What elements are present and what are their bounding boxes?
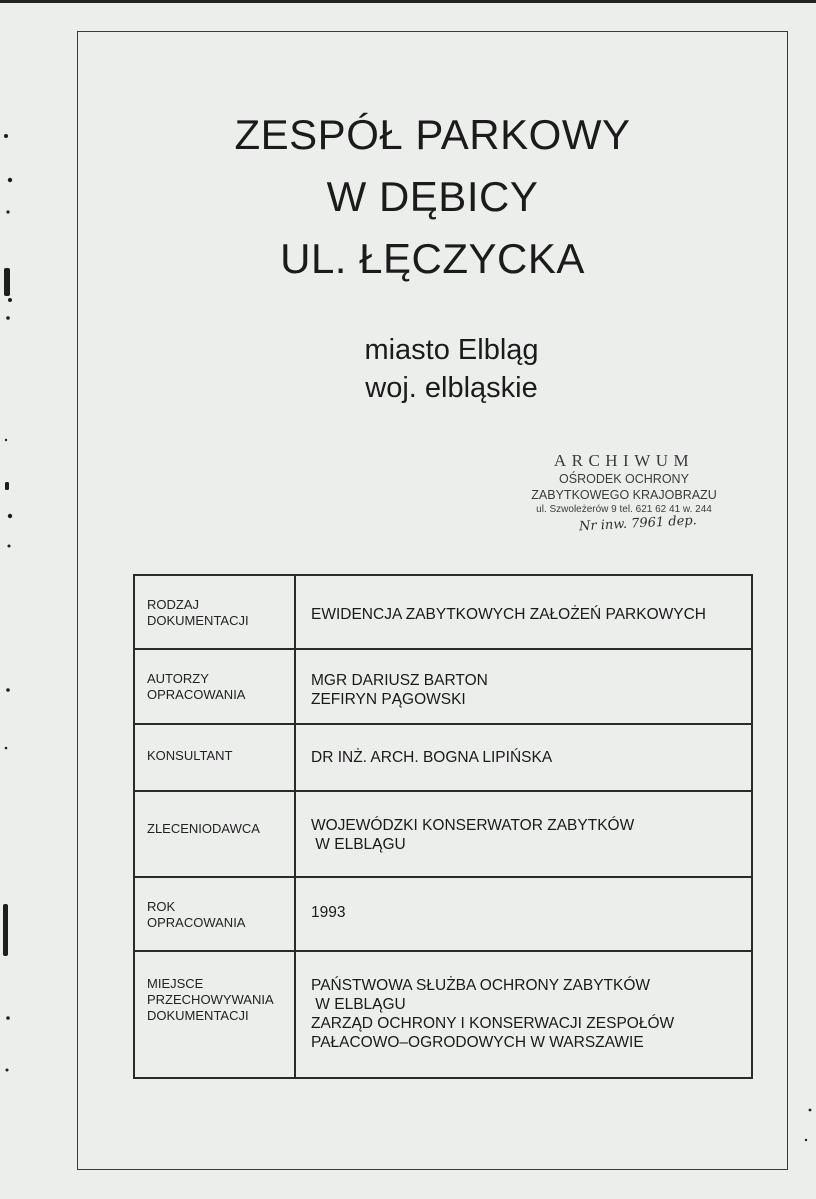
row-label-authors: AUTORZY OPRACOWANIA (134, 649, 295, 724)
row-value-year: 1993 (295, 877, 752, 951)
table-row (134, 791, 752, 877)
row-value-document-type: EWIDENCJA ZABYTKOWYCH ZAŁOŻEŃ PARKOWYCH (295, 575, 752, 649)
stamp-line-2: ZABYTKOWEGO KRAJOBRAZU (531, 488, 717, 502)
table-row (134, 575, 752, 649)
scan-top-edge (0, 0, 816, 3)
row-label-consultant: KONSULTANT (134, 724, 295, 791)
stamp-handwritten-inventory-number: Nr inw. 7961 dep. (578, 513, 698, 535)
archive-stamp (510, 451, 738, 533)
stamp-address: ul. Szwoleżerów 9 tel. 621 62 41 w. 244 (536, 504, 712, 515)
document-subtitle (77, 331, 788, 407)
subtitle-city: miasto Elbląg (364, 334, 539, 366)
title-line-3: UL. ŁĘCZYCKA (280, 235, 585, 282)
stamp-heading: ARCHIWUM (553, 451, 695, 470)
row-label-client: ZLECENIODAWCA (134, 791, 295, 877)
document-info-table (133, 574, 753, 1079)
row-value-authors: MGR DARIUSZ BARTON ZEFIRYN PĄGOWSKI (295, 649, 752, 724)
row-label-document-type: RODZAJ DOKUMENTACJI (134, 575, 295, 649)
document-title (77, 104, 788, 290)
table-row (134, 877, 752, 951)
row-value-consultant: DR INŻ. ARCH. BOGNA LIPIŃSKA (295, 724, 752, 791)
row-value-storage-location: PAŃSTWOWA SŁUŻBA OCHRONY ZABYTKÓW W ELBLĄGU ZARZĄD OCHRONY I KONSERWACJI ZESPOŁÓW PAŁACOWO–OGRODOWYCH W WARSZAWIE (295, 951, 752, 1078)
row-label-year: ROK OPRACOWANIA (134, 877, 295, 951)
stamp-line-1: OŚRODEK OCHRONY (559, 472, 689, 486)
table-row (134, 724, 752, 791)
row-label-storage-location: MIEJSCE PRZECHOWYWANIA DOKUMENTACJI (134, 951, 295, 1078)
title-line-1: ZESPÓŁ PARKOWY (234, 111, 631, 158)
subtitle-voivodeship: woj. elbląskie (365, 372, 538, 404)
table-row (134, 649, 752, 724)
row-value-client: WOJEWÓDZKI KONSERWATOR ZABYTKÓW W ELBLĄGU (295, 791, 752, 877)
title-line-2: W DĘBICY (326, 173, 539, 220)
table-row (134, 951, 752, 1078)
